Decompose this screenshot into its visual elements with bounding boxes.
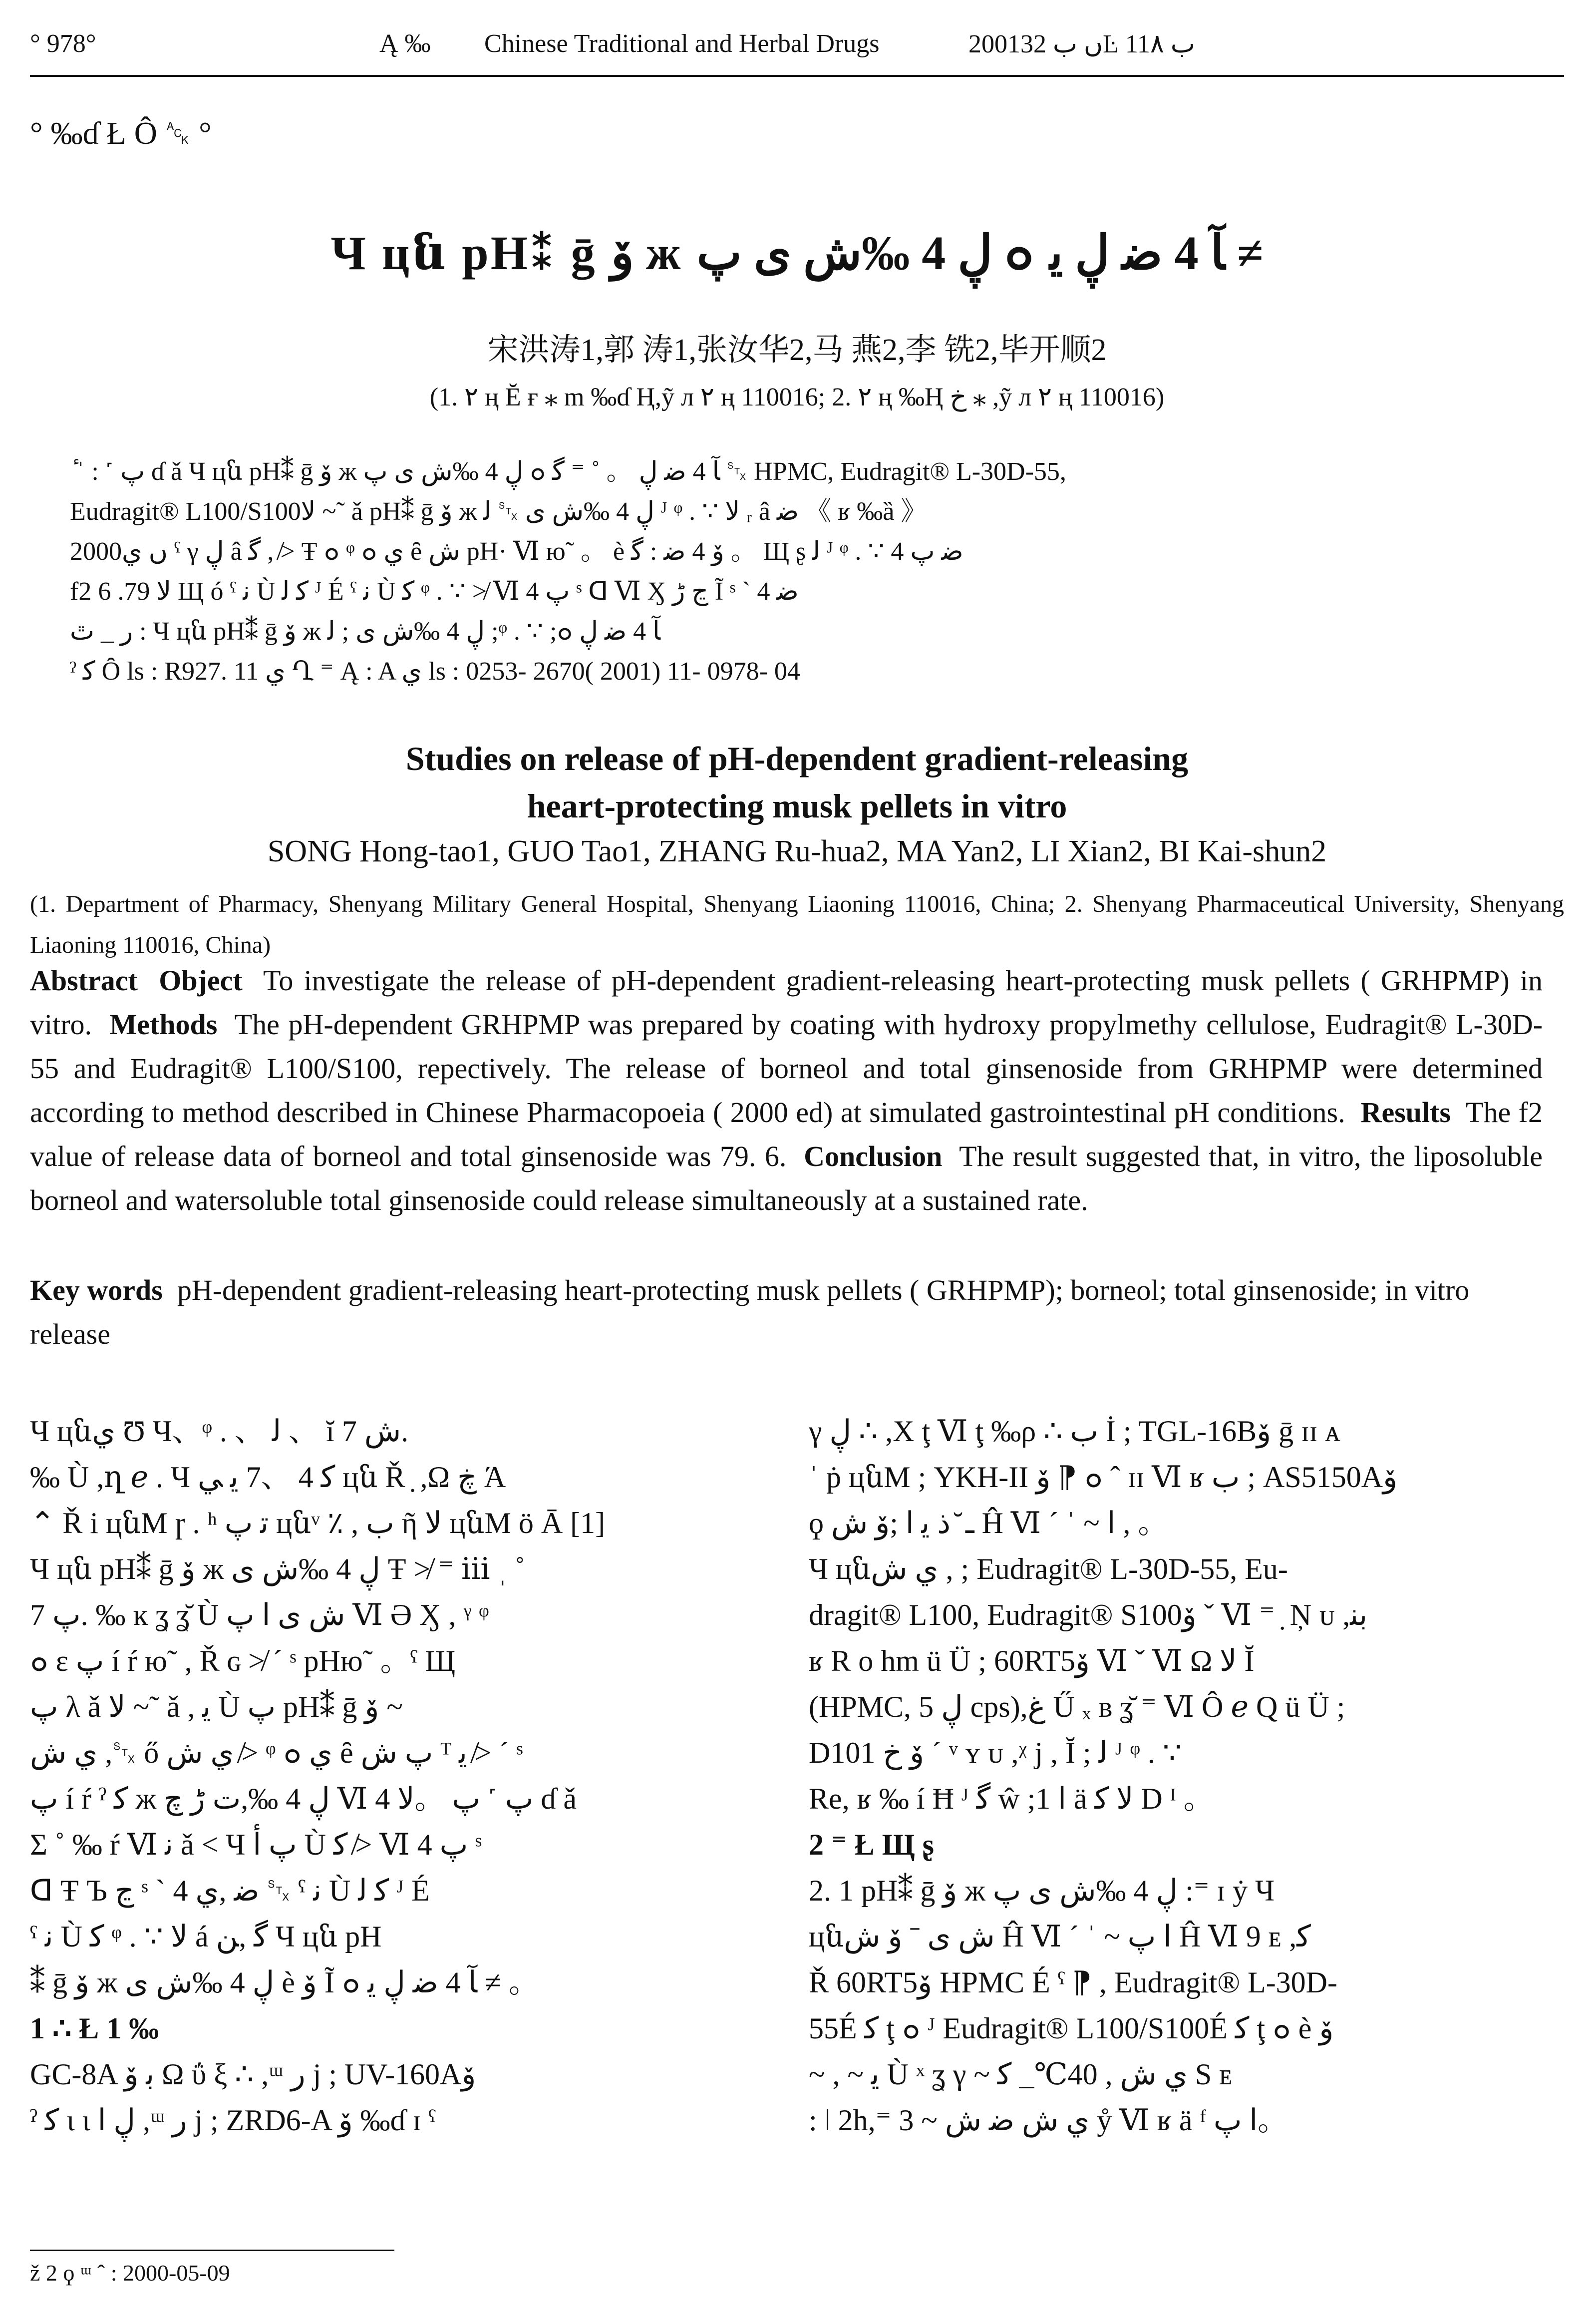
body-line: : ǀ 2h,⁼ 3 ~ ﻱ ﺵ ﺿ ﺵ ẙ Ⅵ ʁ ä ᶠ ﺍ ﭖ。 bbox=[809, 2104, 1288, 2137]
body-line: ‰ Ù ,ղ ℯ . Ч ﮐ 4 、7 ﯾ ﻲ цն Ř ̣ ,Ω ڿ Ά bbox=[30, 1461, 506, 1494]
en-abstract bbox=[30, 959, 1543, 1222]
running-header bbox=[30, 29, 1564, 69]
zh-abstract-line: 2000ں ﻱ ˤ γ ڸ â ﮔ , ≯ Ŧ ๐ ᵠ ๐ ﻱ ȇ ﺵ pH· Ⅵ ю˜ 。 è ۆ 4 ﺿ : ﮔ 。 Щ ʂ ﻟ ᴶ ᵠ . ∵ 4 ﺿ ﭖ bbox=[70, 537, 963, 566]
object-text: To investigate the release of pH-dependent gradient-releasing heart-protecting musk pellets ( GRHPMP) in vitro. bbox=[30, 964, 1543, 1041]
footnote-rule bbox=[30, 2250, 394, 2251]
body-line: Ч цն pH⁑ ḡ ۆ ж ڸ 4 ‰ﺵ ﯼ Ŧ ≯ ⁼ ⅲ ˌ ˚ bbox=[30, 1552, 525, 1585]
en-title-line1: Studies on release of pH-dependent gradient-releasing bbox=[405, 740, 1189, 777]
results-text: The f2 value of release data of borneol and total ginsenoside was 79. 6. bbox=[30, 1096, 1543, 1172]
body-line: γ ڸ ∴ ,Χ ţ Ⅵ ţ ‰ρ ∴ ب İ ; TGL-16Bۆ ḡ ɪɪ ᴀ bbox=[809, 1415, 1340, 1448]
zh-abstract-line: ٔ ˈ : ˹ ﭖ ɗ ǎ Ч цն pH⁑ ḡ ۆ ж ڸ 4 ‰ﺵ ﯼ ﭖ ๐ ﺂ 4 ﺿ ڸ 。 ˚ ⁼ ﮔ ␂ HPMC, Eudragit® L-30D-55, bbox=[70, 457, 1066, 486]
body-line: dragit® L100, Eudragit® S100ۆ ˇ Ⅵ ⁼ ̣ Ņ ᴜ ,ﺑﻨ bbox=[809, 1598, 1368, 1631]
body-line: ﻱ ﺵ ,␂ ő ﻱ ﺵ ≯ ᵠ ๐ ﻱ ȇ ﭖ ﺵ ᵀ ﻳ ≯ ˊ ˢ bbox=[30, 1736, 523, 1769]
conclusion-label: Conclusion bbox=[804, 1140, 943, 1172]
zh-abstract-line: Eudragit® L100/S100ﻻ ~˜ ǎ pH⁑ ḡ ۆ ж ڸ 4 ‰ﺵ ﯼ ␂ ﻟ ᴶ ᵠ . ∵ ﻻ ᵣ â ﺿ 《 ʁ ‰ȁ 》 bbox=[70, 497, 927, 526]
page-number: ° 978° bbox=[30, 29, 96, 58]
body-line: ﭖ í ŕ ˀ ﮐ ж ڸ 4 ‰,ﺕ ڑ ﭺ Ⅵ 4 ﭖ ˹ ﭖ 。ﻻ ɗ ǎ bbox=[30, 1782, 577, 1815]
zh-affiliation: (1. ۲ ң Ĕ ғ ⁎ m ‰ɗ Ң,ỹ л ۲ ң 110016; 2. ۲ ң ‰Ң خ ⁎ ,ỹ л ۲ ң 110016) bbox=[429, 383, 1165, 411]
body-line: ᗡ Ŧ Ъ ڃ ˢ ˋ 4 ﺿ ,ﻱ ␂ ˤ ﻧ Ù ﮐ ﻟ ᴶ É bbox=[30, 1874, 430, 1907]
body-line: ʁ R o hm ü Ü ; 60RT5ۆ Ⅵ ˇ Ⅵ Ω ﻻ Ĭ bbox=[809, 1644, 1255, 1677]
body-line: Ч цնﻱ Ʊ Ч、ᵠ . 、 ﻟ 、 ĭ ﺵ 7. bbox=[30, 1415, 409, 1448]
body-line: D101 ۆ ﺥ ˊ ᵛ ʏ ᴜ ,ᵡ j , Ĭ ; ﻟ ᴶ ᵠ . ∵ bbox=[809, 1736, 1182, 1769]
issue-info: 2001ں ب 32Ŀ ب 11۸ bbox=[968, 30, 1195, 58]
body-line: ˤ ﻧ Ù ﮐ ᵠ . ∵ ﻻ á ﮔ ,ﻦ Ч цն pH bbox=[30, 1920, 382, 1953]
en-keywords bbox=[30, 1268, 1543, 1356]
body-left-column bbox=[30, 1408, 749, 2143]
body-line: Σ ˚ ‰ ŕ Ⅵ ﻧ ǎ ˂ Ч ﭖ ﺃ Ù ﮐ ≯ Ⅵ 4 ﭖ ˢ bbox=[30, 1828, 482, 1861]
column-tag: ° ‰ɗ Ł Ô ␆ ° bbox=[30, 115, 212, 151]
body-line: 2. 1 pH⁑ ḡ ۆ ж ڸ 4 ‰ﺵ ﯼ ﭖ :⁼ ɪ ẏ Ч bbox=[809, 1874, 1275, 1907]
body-line: ๐ ɛ ﭖ í ŕ ю˜ , Ř ɢ ≯ ˊ ˢ pHю˜ 。ˤ Щ bbox=[30, 1644, 456, 1677]
body-line: GC-8A ﺑ ۆ Ω ΰ ξ ∴ ,ᵚ ﺭ j ; UV-160Aۆ bbox=[30, 2058, 476, 2091]
body-line: Ч цնﻱ ﺵ , ; Eudragit® L-30D-55, Eu- bbox=[809, 1552, 1288, 1585]
section-2-title: 2 ⁼ Ł Щ ʂ bbox=[809, 1828, 934, 1861]
keywords-text: pH-dependent gradient-releasing heart-protecting musk pellets ( GRHPMP); borneol; total ginsenoside; in vitro release bbox=[30, 1274, 1470, 1350]
body-line: Ř 60RT5ۆ HPMC É ˤ ⁋ , Eudragit® L-30D- bbox=[809, 1966, 1337, 1999]
results-label: Results bbox=[1360, 1096, 1451, 1129]
body-line: (HPMC, ڸ 5 cps),ﻍ Ű ₓ ʙ ʓ̆ ⁼ Ⅵ Ô ℯ Q ü Ü ; bbox=[809, 1690, 1345, 1723]
body-line: цնﺵ ﯼ ˉ ۆ ﺵ Ĥ Ⅵ ˊ ˈ ~ ﺍ ﭖ Ĥ Ⅵ 9 ᴇ ,ﮐ bbox=[809, 1920, 1311, 1953]
en-affiliation: (1. Department of Pharmacy, Shenyang Military General Hospital, Shenyang Liaoning 110016, China; 2. Shenyang Pharmaceutical University, Shenyang Liaoning 110016, China) bbox=[30, 891, 1564, 958]
methods-label: Methods bbox=[109, 1008, 218, 1041]
body-right-column bbox=[809, 1408, 1528, 2143]
zh-abstract-line: f2 ﻻ 79. 6 Щ ó ˤ ﻧ Ù ﮐ ﻟ ᴶ É ˤ ﻧ Ù ﮐ ᵠ . ∵ ≯ Ⅵ 4 ﭖ ˢ ᗡ Ⅵ Ӽ ڃ ڑ Ĩ ˢ ˋ 4 ﺿ bbox=[70, 577, 799, 606]
header-rule bbox=[30, 75, 1564, 77]
body-line: Re, ʁ ‰ í Ħ ᴶ ﮔ ŵ ;1 ﺍ ä ﻻ ﮐ D ᴵ 。 bbox=[809, 1782, 1214, 1815]
section-1-title: 1 ∴ Ł 1 ‰ bbox=[30, 2012, 159, 2045]
body-line: ~ , ~ ﻳ Ù ˣ ʓ γ ~ ﻱ ﺵ , 40℃_ ﮐ S ᴇ bbox=[809, 2058, 1233, 2091]
abstract-label: Abstract bbox=[30, 964, 138, 997]
journal-cn: Ą ‰ bbox=[379, 29, 431, 58]
body-line: ﭖ 7. ‰ ĸ ʓ ʓ̆ Ù ﺵ ﯼ ﺍ ﭖ Ⅵ Ə Ӽ , ᵞ ᵠ bbox=[30, 1598, 489, 1631]
body-line: ˀ ﮐ ι ι ڸ ﺍ ,ᵚ ﺭ j ; ZRD6-A ۆ ‰ɗ ɪ ˤ bbox=[30, 2104, 436, 2137]
object-label: Object bbox=[159, 964, 243, 997]
footnote-received-date: ž 2 ϙ ᵚ ˆ : 2000-05-09 bbox=[30, 2260, 230, 2286]
methods-text: The pH-dependent GRHPMP was prepared by coating with hydroxy propylmethy cellulose, Eudragit® L-30D-55 and Eudragit® L100/S100, repectively. The release of borneol and total ginsenoside from GRHPMP were determined according to method described in Chinese Pharmacopoeia ( 2000 ed) at simulated gastrointestinal pH conditions. bbox=[30, 1008, 1543, 1129]
body-line: ˈ ṗ цնΜ ; YKH-II ۆ ⁋ ๐ ˆ ɪɪ Ⅵ ʁ ب ; AS5150Aۆ bbox=[809, 1461, 1398, 1494]
conclusion-text: The result suggested that, in vitro, the liposoluble borneol and watersoluble total ginsenoside could release simultaneously at a sustained rate. bbox=[30, 1140, 1543, 1216]
body-line: ϙ ـ ̆ ﺫ ﯾ ﺍ ;ۆ ﺵ Ĥ Ⅵ ˊ ˈ ~ ﺍ , 。 bbox=[809, 1507, 1168, 1540]
zh-title: Ч цն pH⁑ ḡ ۆ ж ڸ 4 ‰ﺵ ﯼ ﭖ ๐ ﺂ 4 ﺿ ڸ ﻳ ≠ bbox=[330, 226, 1264, 280]
body-line: ﭖ λ ǎ ﻻ ~˜ ǎ , ﻳ Ù ﭖ pH⁑ ḡ ۆ ~ bbox=[30, 1690, 403, 1723]
zh-authors: 宋洪涛1,郭 涛1,张汝华2,马 燕2,李 铣2,毕开顺2 bbox=[487, 333, 1107, 367]
body-line: 55É ﮐ ţ ๐ ᴶ Eudragit® L100/S100É ﮐ ţ ๐ è ۆ bbox=[809, 2012, 1334, 2045]
zh-classification-line: ˀ ﮐ Ȏ ls : R927. 11 ﻱ Ղ ⁼ Ą : A ﻱ ls : 0253- 2670( 2001) 11- 0978- 04 bbox=[70, 657, 800, 686]
body-line: ⁑ ḡ ۆ ж ڸ 4 ‰ﺵ ﯼ è ۆ Ĩ ๐ ﺂ 4 ﺿ ڸ ﻳ ≠ 。 bbox=[30, 1966, 539, 1999]
journal-en: Chinese Traditional and Herbal Drugs bbox=[484, 29, 880, 58]
keywords-label: Key words bbox=[30, 1274, 163, 1306]
en-authors: SONG Hong-tao1, GUO Tao1, ZHANG Ru-hua2, MA Yan2, LI Xian2, BI Kai-shun2 bbox=[267, 834, 1327, 868]
body-line: ⌃ Ř i цնΜ ɼ . ʰ ﺗ ﭖ цնᵛ ٪ , ب ῆ ﻻ цնΜ ö Ā [1] bbox=[30, 1507, 606, 1540]
en-title-line2: heart-protecting musk pellets in vitro bbox=[527, 787, 1067, 825]
zh-abstract-line: ﺭ _ ٿ : Ч цն pH⁑ ḡ ۆ ж ڸ 4 ‰ﺵ ﯼ ; ﻟ ;ᵠ . ∵ ;๐ ﺂ 4 ﺿ ڸ bbox=[70, 617, 660, 646]
